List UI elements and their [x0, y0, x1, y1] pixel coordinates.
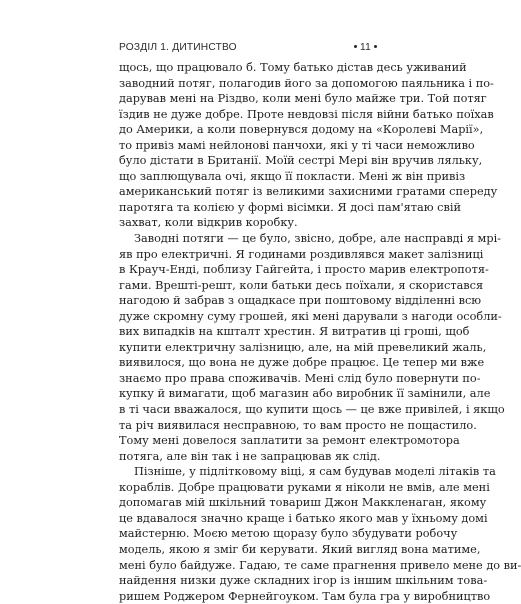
text-line: найдення низки дуже складних ігор із іншим шкільним това-: [119, 574, 488, 588]
text-line: заводний потяг, полагодив його за допомогою паяльника і по-: [119, 76, 494, 90]
text-line: Пізніше, у підлітковому віці, я сам будував моделі літаків та: [134, 465, 496, 479]
text-line: виявилося, що вона не дуже добре працює. Це тепер ми вже: [119, 356, 485, 370]
text-line: купити електричну залізницю, але, на мій превеликий жаль,: [119, 340, 487, 354]
chapter-title: РОЗДІЛ 1. ДИТИНСТВО: [119, 42, 237, 53]
text-line: потяга, але він так і не запрацював як слід.: [119, 449, 381, 463]
paragraph: [119, 464, 521, 604]
text-line: вих випадків на кшталт хрестин. Я витратив ці гроші, щоб: [119, 325, 470, 339]
text-line: щось, що працювало б. Тому батько дістав десь уживаний: [119, 61, 467, 74]
text-line: мені було байдуже. Гадаю, те саме прагнення привело мене до ви-: [119, 558, 521, 572]
text-line: гами. Врешті-решт, коли батьки десь поїхали, я скористався: [119, 278, 484, 292]
text-line: допомагав мій шкільний товариш Джон Маккленаган, якому: [119, 496, 487, 510]
text-line: захват, коли відкрив коробку.: [119, 216, 298, 230]
text-line: це вдавалося значно краще і батько якого мав у їхньому домі: [119, 511, 488, 525]
page-number: [351, 42, 380, 53]
text-line: яв про електричні. Я годинами роздивлявся макет залізниці: [119, 247, 484, 261]
text-line: в Крауч-Енді, поблизу Гайгейта, і просто марив електропотя-: [119, 263, 489, 277]
text-line: паротяга та колією у формі вісімки. Я досі пам'ятаю свій: [119, 200, 462, 214]
text-line: Заводні потяги — це було, звісно, добре, але насправді я мрі-: [134, 232, 501, 246]
text-line: ришем Роджером Фернейгоуком. Там була гра у виробництво: [119, 589, 491, 603]
text-line: їздив не дуже добре. Проте невдовзі після війни батько поїхав: [119, 107, 494, 121]
text-line: нагодою й забрав з ощадкасе при поштовому відділенні всю: [119, 294, 482, 308]
text-line: модель, якою я зміг би керувати. Який вигляд вона матиме,: [119, 542, 481, 556]
text-line: кораблів. Добре працювати руками я ніколи не вмів, але мені: [119, 480, 490, 494]
bullet-icon: [374, 45, 377, 48]
text-line: та річ виявилася несправною, то вам просто не пощастило.: [119, 418, 477, 432]
text-line: знаємо про права споживачів. Мені слід було повернути по-: [119, 371, 481, 385]
page-number-value: 11: [360, 42, 371, 53]
text-line: то привіз мамі нейлонові панчохи, які у ті часи неможливо: [119, 138, 475, 152]
text-line: що заплющувала очі, якщо її покласти. Мені ж він привіз: [119, 169, 466, 183]
text-line: до Америки, а коли повернувся додому на «Королеві Марії»,: [119, 123, 484, 137]
paragraph: [119, 60, 498, 231]
bullet-icon: [354, 45, 357, 48]
text-line: купку й вимагати, щоб магазин або виробник її замінили, але: [119, 387, 491, 401]
text-line: дуже скромну суму грошей, які мені дарували з нагоди особли-: [119, 309, 502, 323]
text-line: було дістати в Британії. Моїй сестрі Мері він вручив ляльку,: [119, 154, 483, 168]
text-line: дарував мені на Різдво, коли мені було майже три. Той потяг: [119, 92, 487, 106]
text-line: в ті часи вважалося, що купити щось — це вже привілей, і якщо: [119, 403, 505, 417]
paragraph: [119, 231, 505, 464]
text-line: американський потяг із великими захисними гратами спереду: [119, 185, 498, 199]
body-text: [119, 60, 521, 604]
running-header: [119, 42, 380, 54]
text-line: майстерню. Моєю метою щоразу було збудувати робочу: [119, 527, 458, 541]
text-line: Тому мені довелося заплатити за ремонт електромотора: [119, 434, 460, 448]
